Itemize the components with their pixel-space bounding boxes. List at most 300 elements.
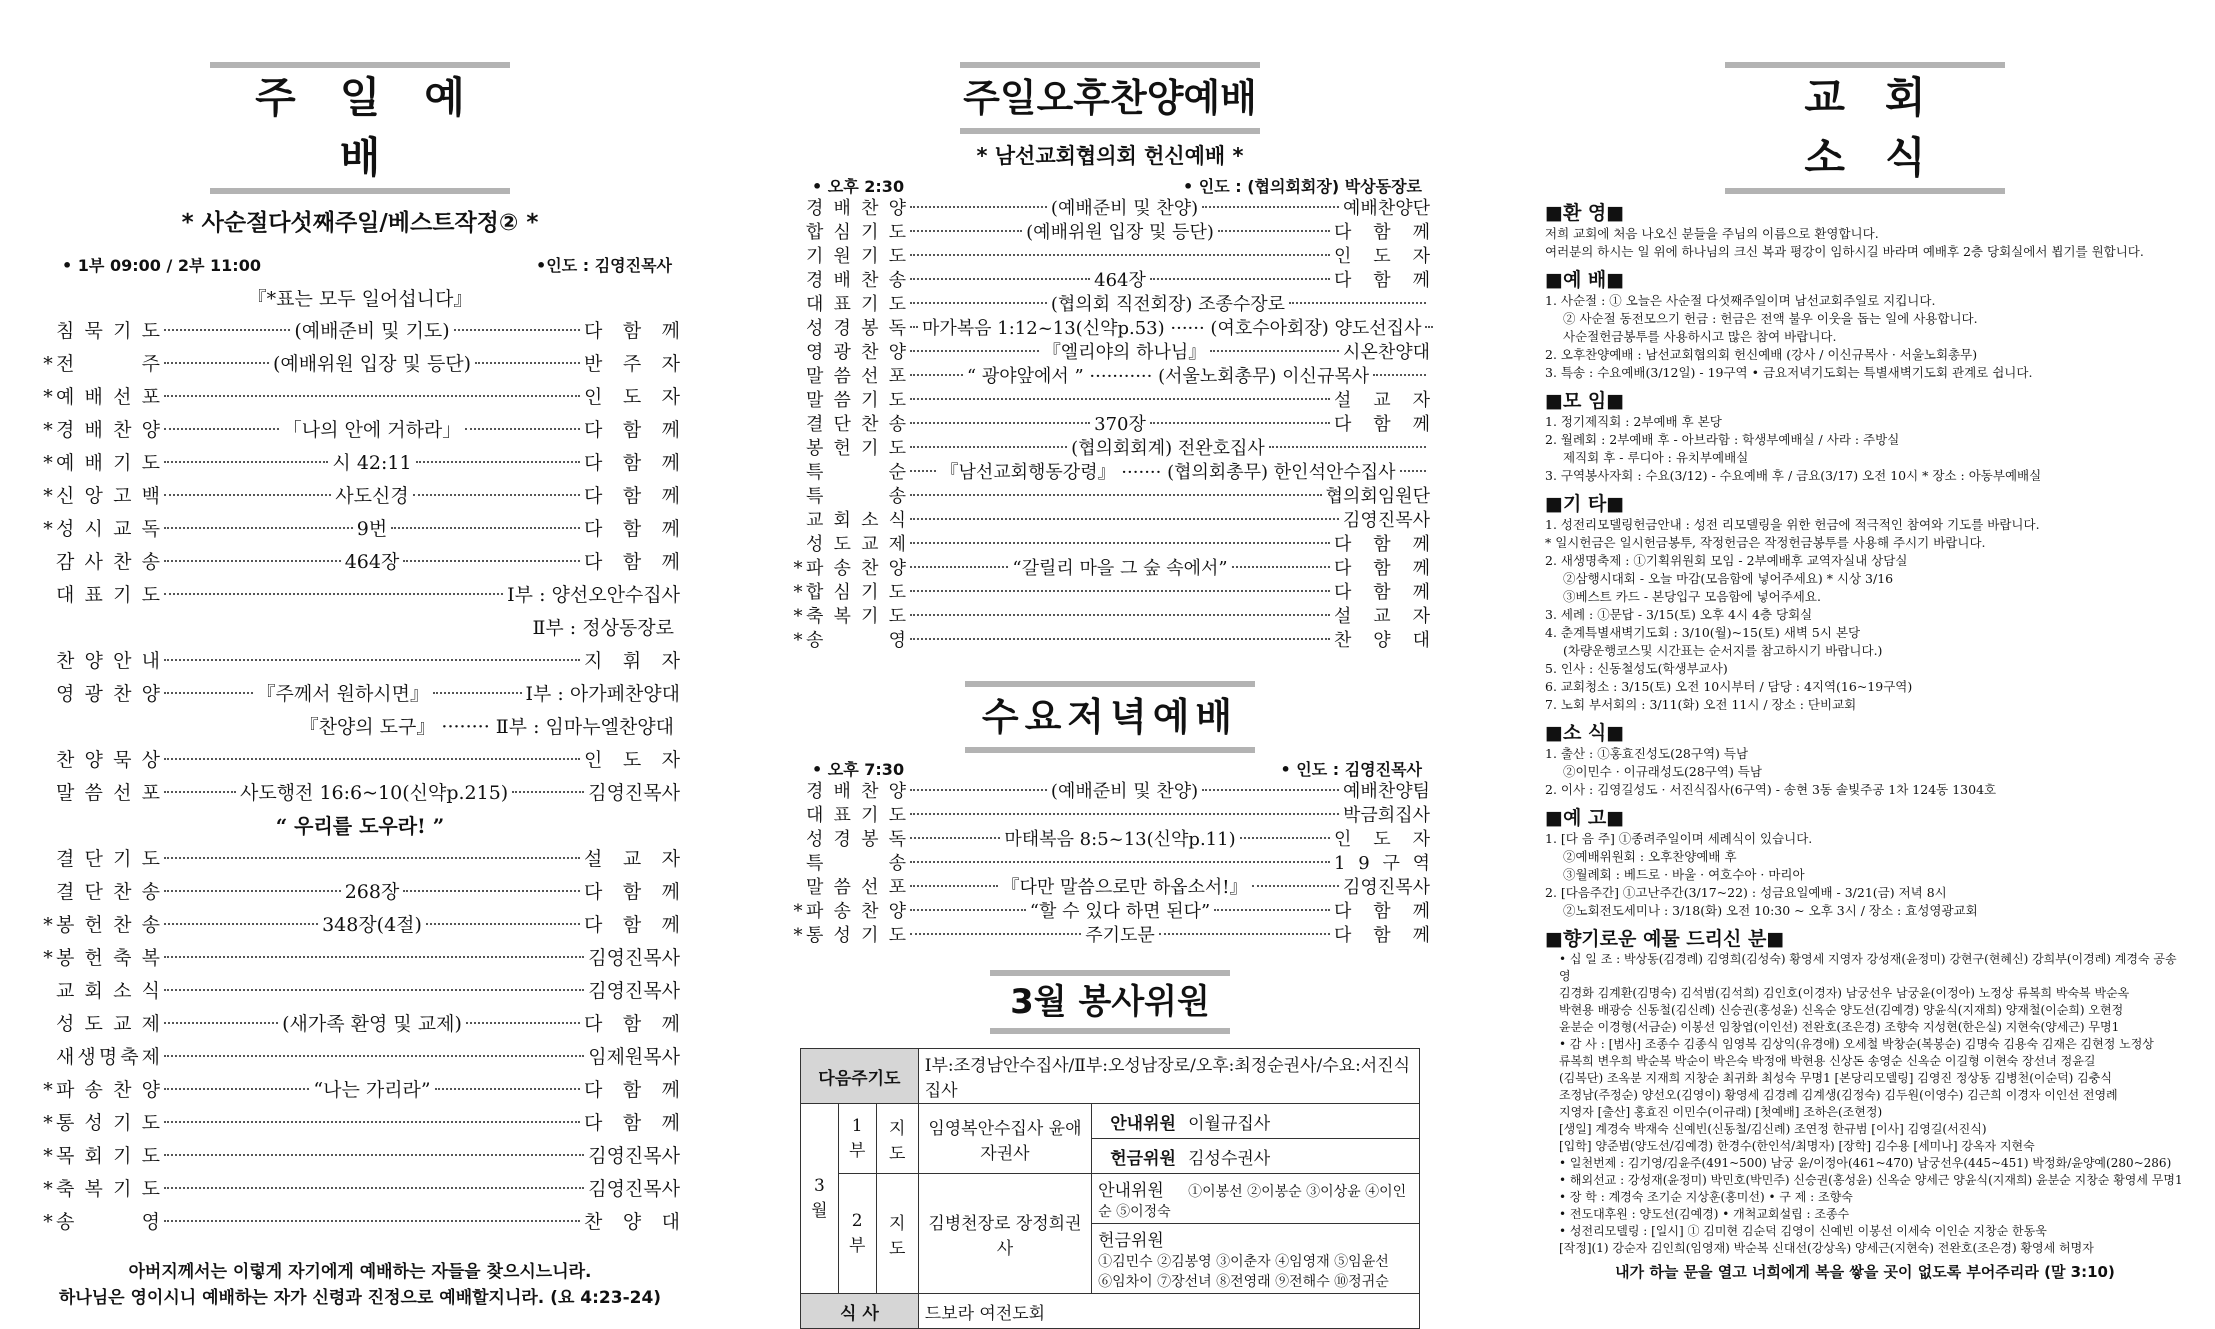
order-person: 설 교 자	[1334, 606, 1430, 627]
news-line: 류복희 변우희 박순복 박순이 박은숙 박정애 박현용 신상돈 송영순 신옥순 이길형 이현숙 장선녀 정윤길	[1559, 1054, 2096, 1068]
stand-mark: *	[43, 1145, 53, 1167]
order-label: 성 도 교 제	[56, 1013, 160, 1035]
news-line: 제직회 후 - 루디아 : 유치부예배실	[1563, 450, 1749, 465]
order-person: 반 주 자	[584, 353, 680, 375]
order-leader	[906, 293, 1430, 317]
order-label: 말 씀 선 포	[806, 366, 906, 387]
order-person: 인 도 자	[1334, 246, 1430, 267]
order-label: 송 영	[806, 630, 906, 651]
guide1-names: 임영복안수집사 윤애자권사	[918, 1104, 1091, 1174]
sunday-time-leader	[40, 253, 680, 276]
order-person: 찬 양 대	[584, 1211, 680, 1233]
verse-line-1: 아버지께서는 이렇게 자기에게 예배하는 자들을 찾으시느니라.	[128, 1262, 592, 1282]
order-content: 『다만 말씀으로만 하옵소서!』	[1001, 877, 1248, 898]
praise-part2: 『찬양의 도구』 ········ Ⅱ부 : 임마누엘찬양대	[299, 716, 674, 738]
stand-mark: *	[793, 582, 803, 603]
usher1-row	[1092, 1104, 1420, 1139]
order-leader	[160, 995, 588, 997]
stand-mark: *	[43, 419, 53, 441]
news-line: 조정남(주정순) 양선오(김영이) 황영세 김경례 김계생(김정숙) 김두원(이영수) 김근희 이경자 이인선 전영례	[1559, 1088, 2118, 1102]
wednesday-leader: • 인도 : 김영진목사	[1280, 760, 1422, 779]
order-label: 성 시 교 독	[56, 518, 160, 540]
order-leader	[906, 780, 1343, 804]
order-person: 임제원목사	[588, 1046, 680, 1068]
order-leader	[906, 317, 1430, 341]
order-leader	[906, 365, 1430, 389]
order-leader	[906, 197, 1343, 221]
afternoon-row	[790, 413, 1430, 437]
offer1-names: 김성수권사	[1188, 1148, 1271, 1169]
usher1-label: 안내위원	[1110, 1113, 1176, 1134]
order-person: Ⅰ부 : 아가페찬양대	[525, 683, 680, 705]
servers-table	[800, 1048, 1420, 1329]
order-person: 다 함 께	[584, 419, 680, 441]
order-label: 결 단 찬 송	[806, 414, 906, 435]
news-line: 2. 이사 : 김영길성도 · 서진식집사(6구역) - 송현 3동 솔빛주공 1차 124동 1304호	[1545, 782, 1997, 797]
stand-mark: *	[793, 630, 803, 651]
order-label: 특 송	[806, 486, 906, 507]
order-person: 다 함 께	[1334, 222, 1430, 243]
stand-mark: *	[43, 452, 53, 474]
news-line: 6. 교회청소 : 3/15(토) 오전 10시부터 / 담당 : 4지역(16~19구역)	[1545, 679, 1913, 694]
stand-mark: *	[43, 914, 53, 936]
part2-cell: 2부	[838, 1174, 876, 1294]
news-line: 사순절헌금봉투를 사용하시고 많은 참여 바랍니다.	[1563, 329, 1837, 344]
order-label: 성 경 봉 독	[806, 829, 906, 850]
afternoon-subtitle: * 남선교회협의회 헌신예배 *	[976, 144, 1244, 168]
order-leader	[160, 962, 588, 964]
news-line: ③베스트 카드 - 본당입구 모음함에 넣어주세요.	[1563, 589, 1821, 604]
order-label: 기 원 기 도	[806, 246, 906, 267]
news-line: 3. 특송 : 수요예배(3/12일) - 19구역 • 금요저녁기도회는 특별새벽기도회 관계로 쉽니다.	[1545, 365, 2033, 380]
usher2-names: ①이봉선 ②이봉순 ③이상윤 ④이인순 ⑤이정숙	[1098, 1184, 1407, 1220]
usher2-row	[1092, 1174, 1420, 1224]
sunday-row	[40, 777, 680, 810]
order-person: 다 함 께	[584, 914, 680, 936]
afternoon-column	[790, 0, 1430, 1329]
order-label: 새 생 명 축 제	[56, 1046, 160, 1068]
news-line: 2. 새생명축제 : ①기획위원회 모임 - 2부예배후 교역자실내 상담실	[1545, 553, 1908, 568]
order-person: 설 교 자	[584, 848, 680, 870]
news-title: 교회소식	[1804, 73, 1966, 182]
order-label: 대 표 기 도	[806, 805, 906, 826]
order-label: 파 송 찬 양	[806, 558, 906, 579]
month-cell: 3월	[801, 1104, 839, 1294]
order-label: 대 표 기 도	[806, 294, 906, 315]
order-label: 합 심 기 도	[806, 222, 906, 243]
order-label: 결 단 찬 송	[56, 881, 160, 903]
order-leader	[160, 401, 584, 403]
order-leader	[906, 620, 1334, 622]
order-person: 설 교 자	[1334, 390, 1430, 411]
stand-mark: *	[793, 606, 803, 627]
order-content: 마가복음 1:12~13(신약p.53) ······ (여호수아회장) 양도선집사	[922, 318, 1422, 339]
guide1-label: 지도	[876, 1104, 918, 1174]
afternoon-row	[790, 269, 1430, 293]
order-content: “ 광야앞에서 ” ··········· (서울노회총무) 이신규목사	[966, 366, 1370, 387]
order-person: 김영진목사	[588, 1145, 680, 1167]
afternoon-row	[790, 317, 1430, 341]
stand-mark: *	[43, 518, 53, 540]
order-leader	[160, 764, 584, 766]
order-label: 감 사 찬 송	[56, 551, 160, 573]
order-label: 특 송	[806, 853, 906, 874]
afternoon-row	[790, 557, 1430, 581]
order-label: 통 성 기 도	[56, 1112, 160, 1134]
order-content: 사도신경	[335, 485, 409, 507]
order-person: 협의회임원단	[1325, 486, 1430, 507]
order-label: 결 단 기 도	[56, 848, 160, 870]
order-label: 축 복 기 도	[56, 1178, 160, 1200]
news-line: [작정](1) 강순자 김인희(임영재) 박순복 신대선(강상옥) 양세근(지현숙) 전완호(조은경) 황영세 허명자	[1559, 1241, 2094, 1255]
sunday-row	[40, 645, 680, 678]
wednesday-title-box	[965, 681, 1255, 753]
meal-group: 드보라 여전도회	[918, 1294, 1419, 1329]
news-title-box	[1725, 62, 2005, 194]
news-line: 3. 세례 : ①문답 - 3/15(토) 오후 4시 4층 당회실	[1545, 607, 1813, 622]
order-label: 합 심 기 도	[806, 582, 906, 603]
order-label: 파 송 찬 양	[56, 1079, 160, 1101]
wednesday-time-leader	[790, 757, 1430, 780]
servers-title-box	[990, 970, 1230, 1034]
servers-title: 3월 봉사위원	[1010, 982, 1210, 1022]
church-news-column	[1545, 0, 2185, 1282]
news-line: 7. 노회 부서회의 : 3/11(화) 오전 11시 / 장소 : 단비교회	[1545, 697, 1857, 712]
order-leader	[906, 461, 1430, 485]
order-person: 다 함 께	[1334, 925, 1430, 946]
news-line: ②노회전도세미나 : 3/18(화) 오전 10:30 ~ 오후 3시 / 장소 : 효성영광교회	[1563, 903, 1978, 918]
welcome-heading: ■환 영■	[1545, 202, 1625, 224]
stand-mark: *	[43, 353, 53, 375]
afternoon-title-box	[960, 62, 1260, 134]
afternoon-row	[790, 197, 1430, 221]
order-person: 인 도 자	[1334, 829, 1430, 850]
order-content: 주기도문	[1085, 925, 1155, 946]
order-label: 대 표 기 도	[56, 584, 160, 606]
wednesday-row	[790, 900, 1430, 924]
sunday-row	[40, 546, 680, 579]
news-line: 박현용 배광승 신동철(김신례) 신승권(홍성윤) 신옥순 양도선(김예경) 양윤식(지재희) 양재철(이순희) 오현정	[1559, 1003, 2124, 1017]
order-person: 다 함 께	[584, 452, 680, 474]
stand-mark: *	[793, 901, 803, 922]
worship-heading: ■예 배■	[1545, 269, 1625, 291]
sunday-title-box	[210, 62, 510, 194]
afternoon-row	[790, 509, 1430, 533]
order-content: (예배위원 입장 및 등단)	[1026, 222, 1214, 243]
afternoon-order-list	[790, 197, 1430, 653]
order-content: 464장	[344, 551, 400, 573]
order-person: 다 함 께	[584, 518, 680, 540]
order-person: 예배찬양단	[1343, 198, 1430, 219]
order-content: 「나의 안에 거하라」	[282, 419, 462, 441]
stand-note: 『*표는 모두 일어섭니다』	[247, 288, 473, 310]
order-label: 경 배 찬 송	[806, 270, 906, 291]
order-leader	[906, 876, 1343, 900]
news-line: 1. 성전리모델링헌금안내 : 성전 리모델링을 위한 헌금에 적극적인 참여와 기도를 바랍니다.	[1545, 517, 2040, 532]
news-line: 김경화 김계환(김명숙) 김석범(김석희) 김인호(이경자) 남궁선우 남궁윤(이정아) 노정상 류복희 박숙복 박순옥	[1559, 986, 2130, 1000]
order-person: 예배찬양팀	[1343, 781, 1430, 802]
order-leader	[160, 414, 584, 447]
stand-mark: *	[43, 1079, 53, 1101]
sunday-row	[40, 579, 680, 612]
order-person: 김영진목사	[1343, 510, 1430, 531]
order-leader	[906, 341, 1343, 365]
afternoon-leader: • 인도 : (협의회회장) 박상동장로	[1182, 177, 1422, 196]
order-label: 송 영	[56, 1211, 160, 1233]
sunday-row	[40, 975, 680, 1008]
sunday-order-list	[40, 315, 680, 612]
wednesday-row	[790, 852, 1430, 876]
order-person: 김영진목사	[588, 1178, 680, 1200]
stand-mark: *	[793, 925, 803, 946]
order-label: 찬 양 묵 상	[56, 749, 160, 771]
order-person: 시온찬양대	[1343, 342, 1430, 363]
afternoon-row	[790, 293, 1430, 317]
order-leader	[160, 315, 584, 348]
order-leader	[906, 828, 1334, 852]
order-leader	[160, 909, 584, 942]
news-line: 2. 월례회 : 2부예배 후 - 아브라함 : 학생부예배실 / 사라 : 주방실	[1545, 432, 1900, 447]
order-leader	[906, 404, 1334, 406]
next-prayer: Ⅰ부:조경남안수집사/Ⅱ부:오성남장로/오후:최정순권사/수요:서진식집사	[918, 1049, 1419, 1104]
news-line: [생일] 계경숙 박재숙 신예빈(신동철/김신례) 조연정 한규범 [이사] 김영길(서진식)	[1559, 1122, 1987, 1136]
order-content: 『엘리야의 하나님』	[1042, 342, 1207, 363]
order-label: 예 배 선 포	[56, 386, 160, 408]
order-leader	[160, 480, 584, 513]
order-content: 사도행전 16:6~10(신약p.215)	[240, 782, 509, 804]
sunday-row	[40, 942, 680, 975]
notice-heading: ■소 식■	[1545, 722, 1625, 744]
order-leader	[160, 863, 584, 865]
order-label: 신 앙 고 백	[56, 485, 160, 507]
order-leader	[160, 777, 588, 810]
order-leader	[906, 900, 1334, 924]
order-label: 봉 헌 축 복	[56, 947, 160, 969]
afternoon-row	[790, 581, 1430, 605]
sunday-row	[40, 414, 680, 447]
offer2-row	[1092, 1224, 1420, 1294]
meal-label: 식 사	[801, 1294, 919, 1329]
order-label: 봉 헌 찬 송	[56, 914, 160, 936]
sunday-order-list-2	[40, 645, 680, 711]
offer1-row	[1092, 1139, 1420, 1174]
order-leader	[160, 1160, 588, 1162]
news-line: 1. 정기제직회 : 2부예배 후 본당	[1545, 414, 1722, 429]
order-content: 시 42:11	[332, 452, 412, 474]
order-label: 파 송 찬 양	[806, 901, 906, 922]
usher2-label: 안내위원	[1098, 1181, 1164, 1201]
order-label: 경 배 찬 양	[806, 198, 906, 219]
order-person: 김영진목사	[588, 782, 680, 804]
order-person: 다 함 께	[584, 320, 680, 342]
news-line: 5. 인사 : 신동철성도(학생부교사)	[1545, 661, 1728, 676]
stand-mark: *	[43, 485, 53, 507]
sunday-row	[40, 315, 680, 348]
wednesday-order-list	[790, 780, 1430, 948]
guide2-label: 지도	[876, 1174, 918, 1294]
news-line: • 성전리모델링 : [일시] ① 김미현 김순덕 김영이 신예빈 이봉선 이세숙 이인순 지창순 한동욱	[1559, 1224, 2047, 1238]
order-leader	[906, 819, 1343, 821]
sunday-row	[40, 744, 680, 777]
wednesday-time: • 오후 7:30	[812, 760, 905, 779]
order-leader	[160, 1061, 588, 1063]
order-content: “나는 가리라”	[313, 1079, 431, 1101]
order-content: 348장(4절)	[322, 914, 422, 936]
order-person: 1 9 구 역	[1334, 853, 1430, 874]
order-person: 다 함 께	[1334, 270, 1430, 291]
sunday-row	[40, 480, 680, 513]
order-person: 다 함 께	[584, 1013, 680, 1035]
order-content: (예배위원 입장 및 등단)	[272, 353, 472, 375]
order-person: 다 함 께	[584, 1112, 680, 1134]
sunday-subtitle: * 사순절다섯째주일/베스트작정② *	[181, 210, 539, 236]
order-label: 교 회 소 식	[56, 980, 160, 1002]
news-line: ③월례회 : 베드로 · 바울 · 여호수아 · 마리아	[1563, 867, 1805, 882]
order-label: 교 회 소 식	[806, 510, 906, 531]
afternoon-row	[790, 533, 1430, 557]
order-leader	[906, 867, 1334, 869]
offer2-names-a: ①김민수 ②김봉영 ③이춘자 ④임영재 ⑤임윤선	[1098, 1254, 1389, 1270]
news-line: ②이민수 · 이규래성도(28구역) 득남	[1563, 764, 1762, 779]
order-leader	[160, 1193, 588, 1195]
order-person: 다 함 께	[1334, 534, 1430, 555]
afternoon-row	[790, 461, 1430, 485]
wednesday-title: 수요저녁예배	[981, 695, 1239, 739]
news-line: ② 사순절 동전모으기 헌금 : 헌금은 전액 불우 이웃을 돕는 일에 사용합니다.	[1563, 311, 1978, 326]
order-leader	[906, 557, 1334, 581]
afternoon-time-leader	[790, 174, 1430, 197]
order-content: 마태복음 8:5~13(신약p.11)	[1004, 829, 1236, 850]
order-label: 경 배 찬 양	[56, 419, 160, 441]
offering-list	[1545, 951, 2185, 1257]
sunday-row	[40, 348, 680, 381]
order-person: 다 함 께	[1334, 558, 1430, 579]
meeting-heading: ■모 임■	[1545, 390, 1625, 412]
order-content: (예배준비 및 찬양)	[1050, 781, 1199, 802]
sunday-row	[40, 1041, 680, 1074]
order-leader	[160, 1074, 584, 1107]
usher1-names: 이월규집사	[1188, 1113, 1271, 1134]
sunday-row	[40, 876, 680, 909]
news-line: ②삼행시대회 - 오늘 마감(모음함에 넣어주세요) * 시상 3/16	[1563, 571, 1894, 586]
sermon-title: “ 우리를 도우라! ”	[275, 814, 445, 838]
order-person: 다 함 께	[1334, 582, 1430, 603]
order-person: 찬 양 대	[1334, 630, 1430, 651]
sunday-order-list-4	[40, 843, 680, 1239]
order-person: 다 함 께	[584, 1079, 680, 1101]
order-person: 박금희집사	[1343, 805, 1430, 826]
news-line: • 해외선교 : 강성재(윤정미) 박민호(박민주) 신승권(홍성윤) 신옥순 양세근 양윤식(지재희) 윤분순 지창순 황영세 무명1	[1559, 1173, 2183, 1187]
order-leader	[906, 644, 1334, 646]
order-label: 특 순	[806, 462, 906, 483]
news-line: • 감 사 : [범사] 조종수 김종식 임영복 김상익(유경애) 오세철 박창순(복봉순) 김명숙 김용숙 김재은 김현정 노정상	[1559, 1037, 2154, 1051]
order-leader	[906, 260, 1334, 262]
sunday-row	[40, 909, 680, 942]
order-leader	[906, 500, 1326, 502]
order-label: 영 광 찬 양	[56, 683, 160, 705]
next-prayer-label: 다음주기도	[801, 1049, 919, 1104]
order-content: 『주께서 원하시면』	[256, 683, 430, 705]
stand-mark: *	[43, 1178, 53, 1200]
afternoon-row	[790, 605, 1430, 629]
wednesday-row	[790, 780, 1430, 804]
news-line: • 일천번제 : 김기영/김윤주(491~500) 남궁 윤/이정아(461~470) 남궁선우(445~451) 박정화/윤양예(280~286)	[1559, 1156, 2172, 1170]
order-content: (새가족 환영 및 교제)	[282, 1013, 462, 1035]
etc-text	[1545, 516, 2185, 714]
order-leader	[160, 447, 584, 480]
afternoon-row	[790, 365, 1430, 389]
news-line: 2. [다음주간] ①고난주간(3/17~22) : 성금요일예배 - 3/21(금) 저녁 8시	[1545, 885, 1947, 900]
sunday-row	[40, 678, 680, 711]
order-leader	[160, 665, 584, 667]
offering-heading: ■향기로운 예물 드리신 분■	[1545, 928, 1785, 950]
order-leader	[906, 924, 1334, 948]
order-leader	[160, 876, 584, 909]
order-person: 김영진목사	[1343, 877, 1430, 898]
news-line: 1. 사순절 : ① 오늘은 사순절 다섯째주일이며 남선교회주일로 지킵니다.	[1545, 293, 1936, 308]
afternoon-title: 주일오후찬양예배	[963, 76, 1257, 120]
offer1-label: 헌금위원	[1110, 1148, 1176, 1169]
sunday-time: • 1부 09:00 / 2부 11:00	[62, 256, 261, 275]
order-leader	[906, 524, 1343, 526]
verse-line-2: 하나님은 영이시니 예배하는 자가 신령과 진정으로 예배할지니라. (요 4:23-24)	[58, 1288, 662, 1308]
order-leader	[160, 546, 584, 579]
news-line: * 일시헌금은 일시헌금봉투, 작정헌금은 작정헌금봉투를 사용해 주시기 바랍니다.	[1545, 535, 1986, 550]
order-content: (예배준비 및 기도)	[294, 320, 450, 342]
wednesday-row	[790, 924, 1430, 948]
afternoon-row	[790, 629, 1430, 653]
news-line: 1. [다 음 주] ①종려주일이며 세례식이 있습니다.	[1545, 831, 1813, 846]
order-label: 예 배 기 도	[56, 452, 160, 474]
order-content: (예배준비 및 찬양)	[1050, 198, 1199, 219]
order-person: 김영진목사	[588, 947, 680, 969]
order-leader	[906, 437, 1430, 461]
news-line: • 장 학 : 계경숙 조기순 지상훈(홍미선) • 구 제 : 조향숙	[1559, 1190, 1853, 1204]
afternoon-row	[790, 389, 1430, 413]
order-person: 김영진목사	[588, 980, 680, 1002]
sunday-order-list-3	[40, 744, 680, 810]
order-content: 『남선교회행동강령』 ······· (협의회총무) 한인석안수집사	[940, 462, 1396, 483]
order-label: 영 광 찬 양	[806, 342, 906, 363]
order-person: 인 도 자	[584, 386, 680, 408]
sunday-service-column	[40, 0, 680, 1311]
sunday-row	[40, 1206, 680, 1239]
order-leader	[160, 1008, 584, 1041]
wednesday-row	[790, 876, 1430, 900]
news-line: 3. 구역봉사자회 : 수요(3/12) - 수요예배 후 / 금요(3/17) 오전 10시 * 장소 : 아동부예배실	[1545, 468, 2042, 483]
notice-text	[1545, 745, 2185, 799]
stand-mark: *	[43, 947, 53, 969]
order-label: 침 묵 기 도	[56, 320, 160, 342]
stand-mark: *	[43, 1211, 53, 1233]
order-content: “갈릴리 마을 그 숲 속에서”	[1012, 558, 1228, 579]
sunday-title: 주일예배	[255, 73, 509, 182]
afternoon-row	[790, 341, 1430, 365]
wednesday-row	[790, 828, 1430, 852]
sunday-row	[40, 1173, 680, 1206]
order-label: 말 씀 기 도	[806, 390, 906, 411]
news-line: • 십 일 조 : 박상동(김경례) 김영희(김성숙) 황영세 지영자 강성재(윤정미) 강현구(현혜신) 강희부(이경례) 계경숙 공송영	[1559, 952, 2177, 983]
news-line: 1. 출산 : ①홍효진성도(28구역) 득남	[1545, 746, 1749, 761]
order-leader	[160, 599, 507, 601]
order-label: 통 성 기 도	[806, 925, 906, 946]
order-content: 464장	[1094, 270, 1146, 291]
afternoon-time: • 오후 2:30	[812, 177, 905, 196]
order-content: (협의회회계) 전완호집사	[1071, 438, 1265, 459]
order-person: 지 휘 자	[584, 650, 680, 672]
order-content: (협의회 직전회장) 조종수장로	[1050, 294, 1286, 315]
sunday-row	[40, 843, 680, 876]
